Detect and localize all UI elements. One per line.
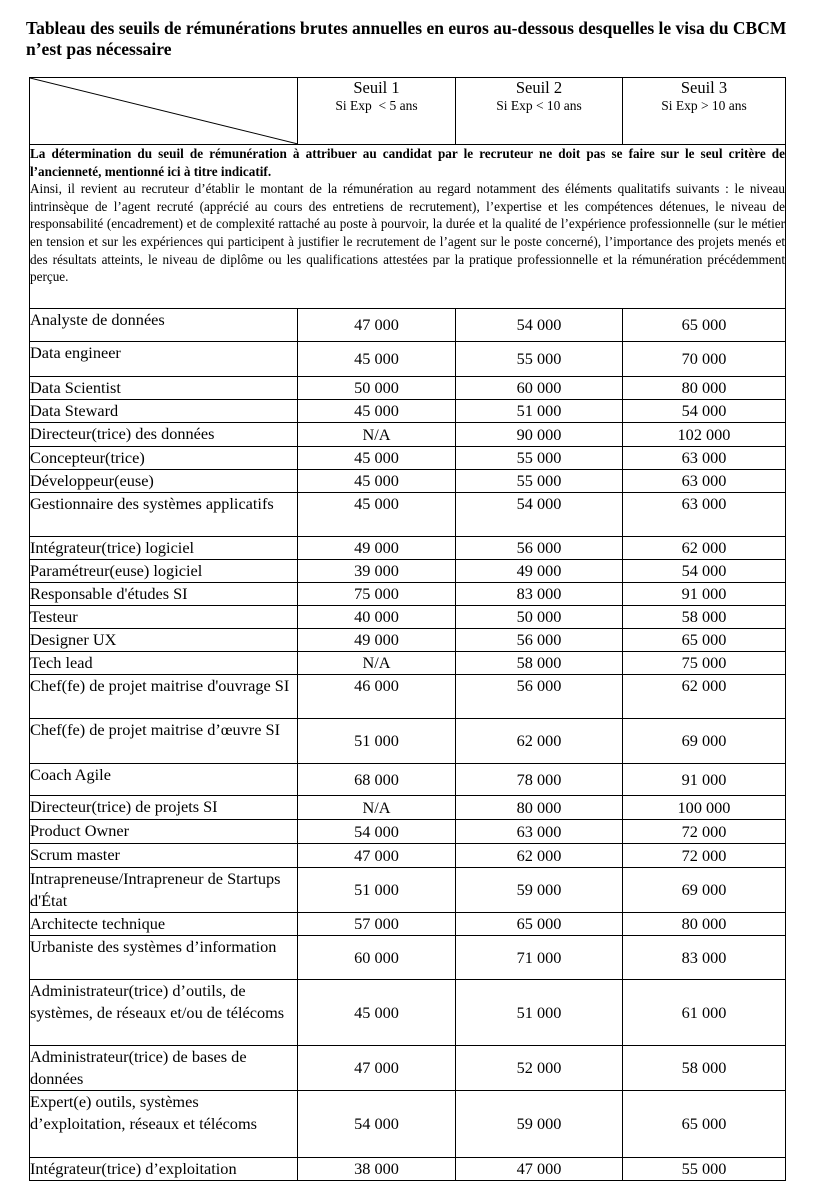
- table-row: [30, 868, 786, 913]
- header-row: [30, 78, 786, 145]
- seuil-2-value-cell: 65 000: [456, 913, 623, 936]
- table-row: [30, 629, 786, 652]
- seuil-1-value-cell: 47 000: [298, 844, 456, 868]
- table-row: [30, 423, 786, 447]
- table-row: [30, 820, 786, 844]
- job-title-cell: Scrum master: [30, 844, 298, 868]
- seuil-3-value-cell: 75 000: [623, 652, 786, 675]
- table-row: [30, 844, 786, 868]
- seuil-1-value-cell: 54 000: [298, 1091, 456, 1158]
- corner-diagonal-cell: [30, 78, 298, 145]
- note-warning: La détermination du seuil de rémunération à attribuer au candidat par le recruteur ne doit pas se faire sur le seul critère de l’ancienneté, mentionné ici à titre indicatif.: [30, 146, 785, 179]
- table-row: [30, 400, 786, 423]
- seuil-3-value-cell: 63 000: [623, 447, 786, 470]
- column-header-seuil-1: [298, 78, 456, 145]
- job-title-cell: Data Steward: [30, 400, 298, 423]
- seuil-2-value-cell: 49 000: [456, 560, 623, 583]
- seuil-2-value-cell: 56 000: [456, 629, 623, 652]
- seuil-condition: Si Exp < 10 ans: [496, 98, 582, 113]
- job-title-cell: Intrapreneuse/Intrapreneur de Startups d'État: [30, 868, 298, 913]
- seuil-3-value-cell: 80 000: [623, 913, 786, 936]
- seuil-2-value-cell: 56 000: [456, 537, 623, 560]
- table-row: [30, 537, 786, 560]
- table-row: [30, 652, 786, 675]
- seuil-name: Seuil 3: [680, 78, 728, 97]
- table-row: [30, 606, 786, 629]
- diagonal-line-graphic: [30, 78, 298, 144]
- seuil-2-value-cell: 62 000: [456, 719, 623, 764]
- table-row: [30, 719, 786, 764]
- job-title-cell: Développeur(euse): [30, 470, 298, 493]
- job-title-cell: Concepteur(trice): [30, 447, 298, 470]
- seuil-2-value-cell: 55 000: [456, 470, 623, 493]
- seuil-1-value-cell: 50 000: [298, 377, 456, 400]
- seuil-1-value-cell: N/A: [298, 423, 456, 447]
- job-title-cell: Responsable d'études SI: [30, 583, 298, 606]
- table-row: [30, 377, 786, 400]
- job-title-cell: Intégrateur(trice) d’exploitation: [30, 1158, 298, 1181]
- seuil-2-value-cell: 52 000: [456, 1046, 623, 1091]
- seuil-1-value-cell: 54 000: [298, 820, 456, 844]
- seuil-2-value-cell: 59 000: [456, 868, 623, 913]
- seuil-1-value-cell: 60 000: [298, 936, 456, 980]
- seuil-2-value-cell: 51 000: [456, 400, 623, 423]
- seuil-1-value-cell: 45 000: [298, 342, 456, 377]
- seuil-2-value-cell: 60 000: [456, 377, 623, 400]
- table-row: [30, 342, 786, 377]
- job-title-cell: Chef(fe) de projet maitrise d’œuvre SI: [30, 719, 298, 764]
- page-title: Tableau des seuils de rémunérations brutes annuelles en euros au-dessous desquelles le visa du CBCM n’est pas nécessaire: [26, 18, 787, 59]
- seuil-3-value-cell: 58 000: [623, 606, 786, 629]
- seuil-3-value-cell: 55 000: [623, 1158, 786, 1181]
- table-row: [30, 980, 786, 1046]
- seuil-1-value-cell: 57 000: [298, 913, 456, 936]
- job-title-cell: Coach Agile: [30, 764, 298, 796]
- job-title-cell: Directeur(trice) de projets SI: [30, 796, 298, 820]
- seuil-2-value-cell: 54 000: [456, 493, 623, 537]
- seuil-3-value-cell: 102 000: [623, 423, 786, 447]
- seuil-3-value-cell: 54 000: [623, 400, 786, 423]
- seuil-1-value-cell: N/A: [298, 652, 456, 675]
- job-title-cell: Product Owner: [30, 820, 298, 844]
- seuil-3-value-cell: 72 000: [623, 844, 786, 868]
- seuil-2-value-cell: 62 000: [456, 844, 623, 868]
- seuil-1-value-cell: 45 000: [298, 400, 456, 423]
- job-title-cell: Gestionnaire des systèmes applicatifs: [30, 493, 298, 537]
- job-title-cell: Analyste de données: [30, 309, 298, 342]
- seuil-2-value-cell: 83 000: [456, 583, 623, 606]
- seuil-1-value-cell: 47 000: [298, 1046, 456, 1091]
- table-row: [30, 470, 786, 493]
- seuil-1-value-cell: 45 000: [298, 493, 456, 537]
- job-title-cell: Paramétreur(euse) logiciel: [30, 560, 298, 583]
- seuil-1-value-cell: 45 000: [298, 447, 456, 470]
- seuil-condition: Si Exp > 10 ans: [661, 98, 747, 113]
- seuil-3-value-cell: 91 000: [623, 583, 786, 606]
- seuil-1-value-cell: 46 000: [298, 675, 456, 719]
- seuil-3-value-cell: 65 000: [623, 309, 786, 342]
- table-row: [30, 675, 786, 719]
- note-cell: [30, 145, 786, 309]
- table-row: [30, 936, 786, 980]
- table-row: [30, 493, 786, 537]
- seuil-2-value-cell: 55 000: [456, 342, 623, 377]
- seuil-3-value-cell: 54 000: [623, 560, 786, 583]
- seuil-3-value-cell: 62 000: [623, 537, 786, 560]
- seuil-3-value-cell: 61 000: [623, 980, 786, 1046]
- table-row: [30, 1091, 786, 1158]
- column-header-seuil-2: [456, 78, 623, 145]
- job-title-cell: Expert(e) outils, systèmes d’exploitation, réseaux et télécoms: [30, 1091, 298, 1158]
- seuil-1-value-cell: 51 000: [298, 868, 456, 913]
- seuil-2-value-cell: 51 000: [456, 980, 623, 1046]
- table-row: [30, 1046, 786, 1091]
- seuil-2-value-cell: 47 000: [456, 1158, 623, 1181]
- seuil-2-value-cell: 78 000: [456, 764, 623, 796]
- seuil-3-value-cell: 58 000: [623, 1046, 786, 1091]
- seuil-1-value-cell: 40 000: [298, 606, 456, 629]
- job-title-cell: Directeur(trice) des données: [30, 423, 298, 447]
- seuil-3-value-cell: 72 000: [623, 820, 786, 844]
- seuil-1-value-cell: 38 000: [298, 1158, 456, 1181]
- seuil-3-value-cell: 83 000: [623, 936, 786, 980]
- job-title-cell: Data Scientist: [30, 377, 298, 400]
- seuil-1-value-cell: 49 000: [298, 629, 456, 652]
- seuil-condition: Si Exp < 5 ans: [335, 98, 418, 113]
- seuil-3-value-cell: 65 000: [623, 629, 786, 652]
- table-body: [30, 309, 786, 1181]
- seuil-2-value-cell: 71 000: [456, 936, 623, 980]
- seuil-1-value-cell: 45 000: [298, 980, 456, 1046]
- note-row: [30, 145, 786, 309]
- seuil-2-value-cell: 56 000: [456, 675, 623, 719]
- table-row: [30, 447, 786, 470]
- seuil-3-value-cell: 62 000: [623, 675, 786, 719]
- seuil-2-value-cell: 90 000: [456, 423, 623, 447]
- table-row: [30, 764, 786, 796]
- seuil-1-value-cell: 51 000: [298, 719, 456, 764]
- seuil-2-value-cell: 54 000: [456, 309, 623, 342]
- job-title-cell: Tech lead: [30, 652, 298, 675]
- seuil-2-value-cell: 63 000: [456, 820, 623, 844]
- job-title-cell: Data engineer: [30, 342, 298, 377]
- table-row: [30, 796, 786, 820]
- salary-thresholds-table: [29, 77, 786, 1181]
- seuil-1-value-cell: 68 000: [298, 764, 456, 796]
- column-header-seuil-3: [623, 78, 786, 145]
- seuil-1-value-cell: 39 000: [298, 560, 456, 583]
- seuil-1-value-cell: 49 000: [298, 537, 456, 560]
- job-title-cell: Administrateur(trice) d’outils, de systèmes, de réseaux et/ou de télécoms: [30, 980, 298, 1046]
- seuil-1-value-cell: 75 000: [298, 583, 456, 606]
- seuil-3-value-cell: 69 000: [623, 719, 786, 764]
- job-title-cell: Testeur: [30, 606, 298, 629]
- job-title-cell: Administrateur(trice) de bases de données: [30, 1046, 298, 1091]
- seuil-2-value-cell: 58 000: [456, 652, 623, 675]
- seuil-2-value-cell: 50 000: [456, 606, 623, 629]
- seuil-2-value-cell: 59 000: [456, 1091, 623, 1158]
- job-title-cell: Intégrateur(trice) logiciel: [30, 537, 298, 560]
- seuil-name: Seuil 1: [353, 78, 400, 97]
- table-row: [30, 309, 786, 342]
- seuil-3-value-cell: 63 000: [623, 493, 786, 537]
- seuil-1-value-cell: N/A: [298, 796, 456, 820]
- table-row: [30, 1158, 786, 1181]
- seuil-name: Seuil 2: [515, 78, 563, 97]
- seuil-3-value-cell: 69 000: [623, 868, 786, 913]
- seuil-3-value-cell: 70 000: [623, 342, 786, 377]
- job-title-cell: Urbaniste des systèmes d’information: [30, 936, 298, 980]
- seuil-1-value-cell: 45 000: [298, 470, 456, 493]
- seuil-3-value-cell: 91 000: [623, 764, 786, 796]
- note-body: Ainsi, il revient au recruteur d’établir le montant de la rémunération au regard notamment des éléments qualitatifs suivants : le niveau intrinsèque de l’agent recruté (apprécié au cours des entretiens de recrutement), l’expertise et les compétences détenues, le niveau de responsabilité (encadrement) et de complexité rattaché au poste à pourvoir, la durée et la qualité de l’expérience professionnelle (sur le métier en tension et sur les expériences qui participent à justifier le recrutement de l’agent sur le poste concerné), l’importance des projets menés et des résultats atteints, le niveau de diplôme ou les qualifications attestées par la pratique professionnelle et la rémunération précédemment perçue.: [30, 181, 785, 285]
- job-title-cell: Architecte technique: [30, 913, 298, 936]
- job-title-cell: Designer UX: [30, 629, 298, 652]
- seuil-2-value-cell: 55 000: [456, 447, 623, 470]
- seuil-3-value-cell: 65 000: [623, 1091, 786, 1158]
- job-title-cell: Chef(fe) de projet maitrise d'ouvrage SI: [30, 675, 298, 719]
- seuil-3-value-cell: 100 000: [623, 796, 786, 820]
- seuil-3-value-cell: 80 000: [623, 377, 786, 400]
- seuil-3-value-cell: 63 000: [623, 470, 786, 493]
- seuil-2-value-cell: 80 000: [456, 796, 623, 820]
- seuil-1-value-cell: 47 000: [298, 309, 456, 342]
- table-row: [30, 560, 786, 583]
- table-row: [30, 583, 786, 606]
- table-row: [30, 913, 786, 936]
